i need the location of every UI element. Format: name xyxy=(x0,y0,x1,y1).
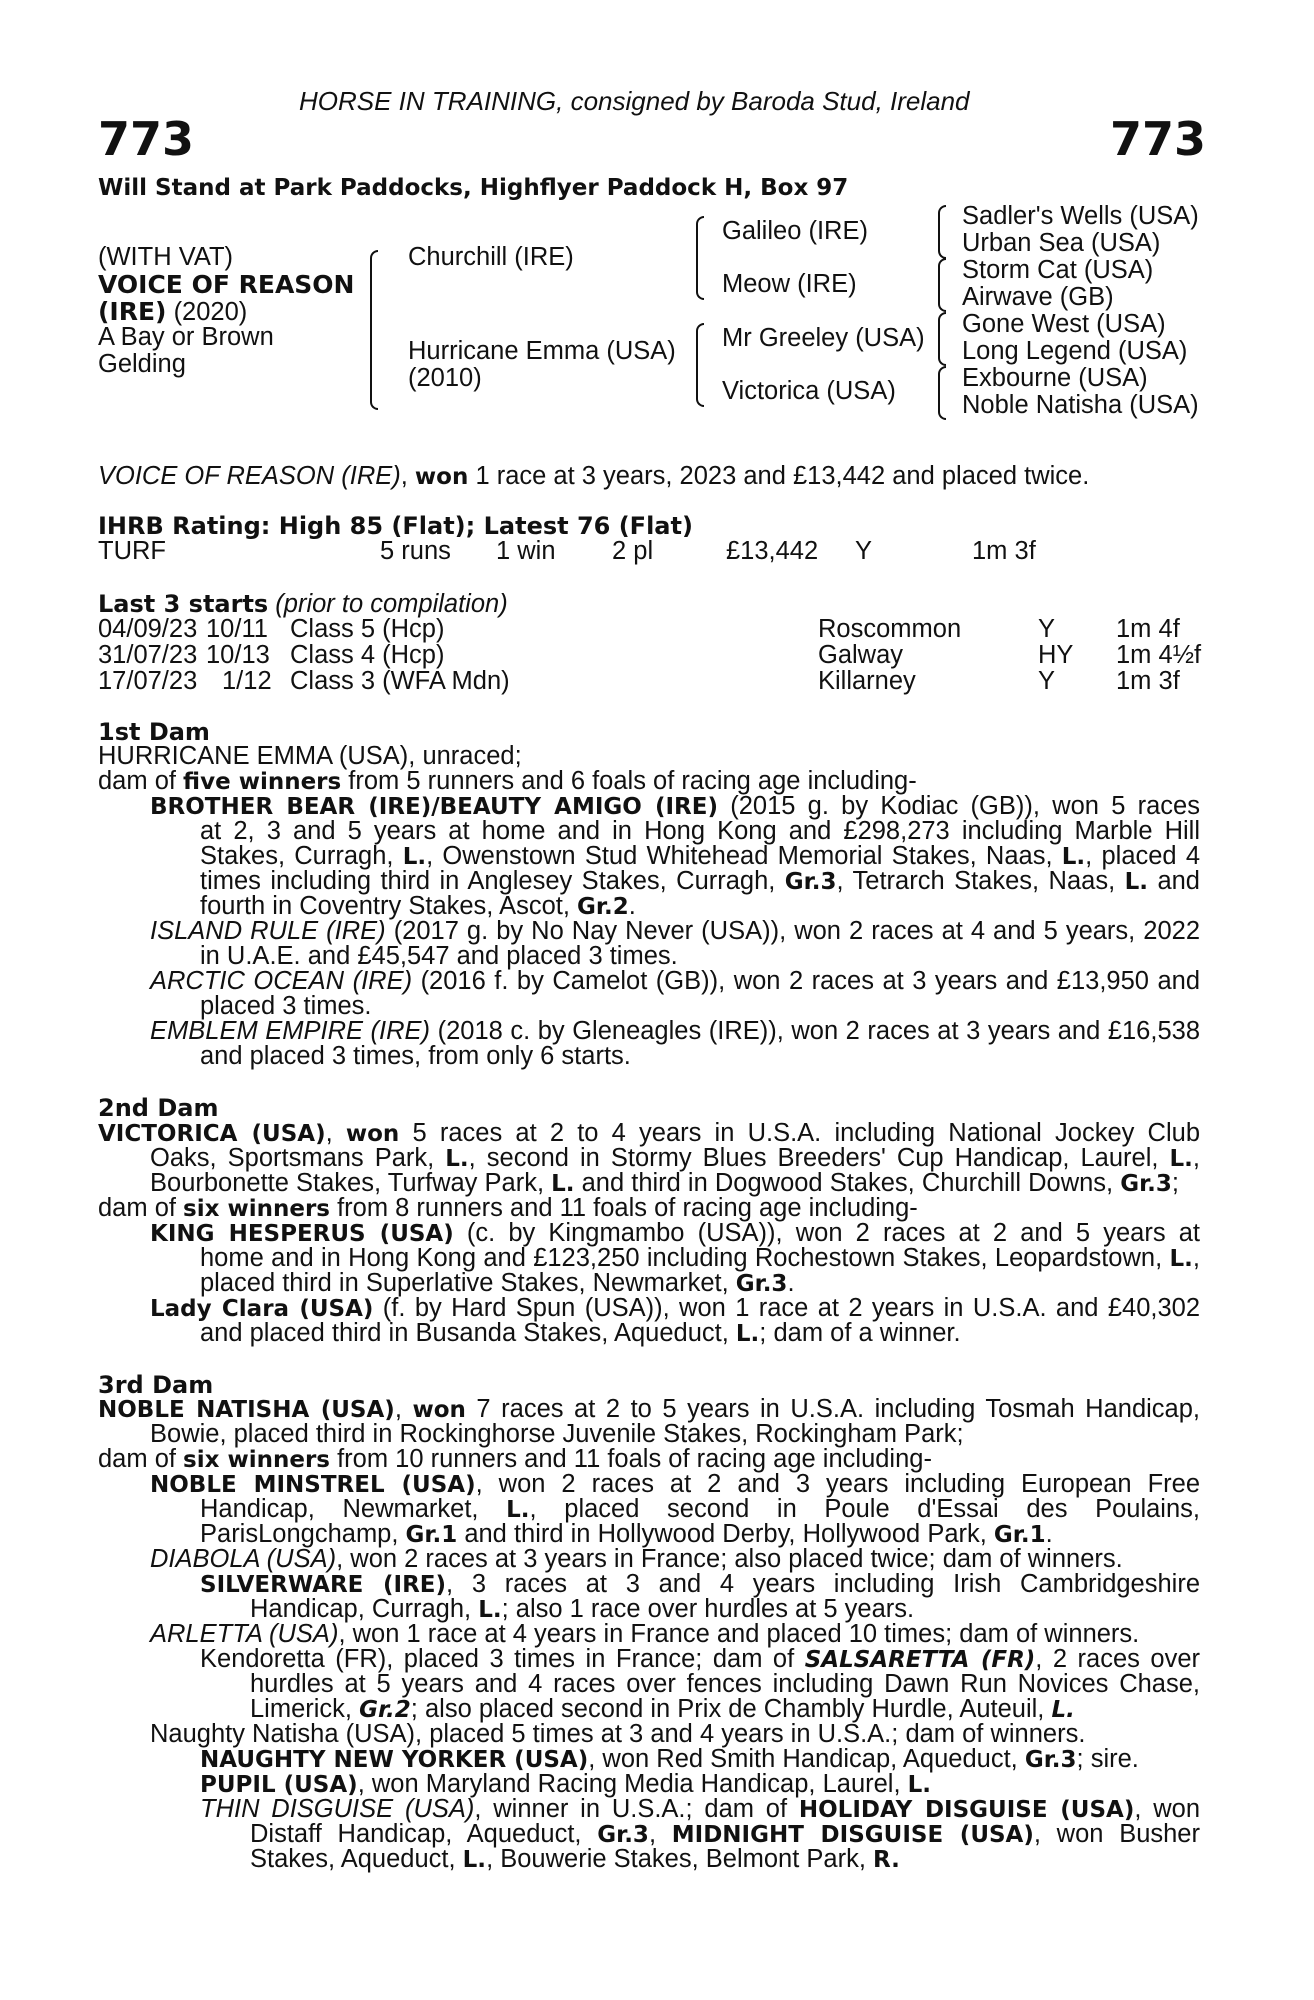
progeny-entry xyxy=(150,1546,1123,1572)
t: , Tetrarch Stakes, Naas, xyxy=(836,867,1125,895)
t: (2015 g. by Kodiac (GB)), won 5 races xyxy=(717,792,1200,820)
horse-description-2: Gelding xyxy=(98,350,186,378)
ancestor-gen4-4: Airwave (GB) xyxy=(962,283,1114,311)
horse-year: (2020) xyxy=(166,298,248,326)
start-date: 04/09/23 xyxy=(98,615,198,643)
t: L. xyxy=(402,844,427,870)
start-position: 10/13 xyxy=(206,641,270,669)
rating-placed: 2 pl xyxy=(612,537,654,565)
t: in U.A.E. and £45,547 and placed 3 times. xyxy=(200,942,678,970)
t: Handicap, Curragh, xyxy=(250,1595,479,1623)
t: Gr.2 xyxy=(359,1697,411,1723)
t: Stakes, Curragh, xyxy=(200,842,403,870)
t: times including third in Anglesey Stakes, Curragh, xyxy=(200,867,785,895)
t: , xyxy=(648,1820,672,1848)
start-course: Galway xyxy=(818,641,904,669)
t: Lady Clara (USA) xyxy=(150,1296,374,1322)
summary-won: won xyxy=(414,464,469,490)
progeny-entry-cont xyxy=(200,1521,1053,1548)
t: ISLAND RULE (IRE) xyxy=(150,917,386,945)
progeny-entry-cont xyxy=(200,1245,1200,1272)
t: and xyxy=(1148,867,1200,895)
start-class: Class 5 (Hcp) xyxy=(290,615,445,643)
t: , won 2 races at 2 and 3 years including European Free xyxy=(475,1470,1201,1498)
pedigree-brace-gone xyxy=(938,312,946,366)
t: Naughty Natisha (USA), placed 5 times at 3 and 4 years in U.S.A.; dam of winners. xyxy=(150,1720,1086,1748)
horse-suffix: (IRE) xyxy=(98,297,167,326)
dam2-heading: 2nd Dam xyxy=(98,1094,219,1122)
t: HOLIDAY DISGUISE (USA) xyxy=(798,1797,1135,1823)
t: six winners xyxy=(183,1196,330,1222)
rating-prize: £13,442 xyxy=(726,537,819,565)
ancestor-gen4-1: Sadler's Wells (USA) xyxy=(962,202,1199,230)
t: L. xyxy=(907,1772,932,1798)
t: EMBLEM EMPIRE (IRE) xyxy=(150,1017,431,1045)
horse-name-line2 xyxy=(98,297,247,326)
progeny-entry-cont xyxy=(200,1270,795,1297)
t: . xyxy=(1045,1520,1053,1548)
progeny-entry xyxy=(150,1471,1200,1498)
t: , won 1 race at 4 years in France and placed 10 times; dam of winners. xyxy=(338,1620,1140,1648)
start-going: Y xyxy=(1038,667,1056,695)
t: , won Busher xyxy=(1033,1820,1200,1848)
grandsire-paternal: Galileo (IRE) xyxy=(722,217,868,245)
t: L. xyxy=(1051,1697,1075,1723)
t: at 2, 3 and 5 years at home and in Hong Kong and £298,273 including Marble Hill xyxy=(200,817,1200,845)
grandprogeny-entry-cont xyxy=(250,1821,1200,1848)
t: and placed 3 times, from only 6 starts. xyxy=(200,1042,631,1070)
granddam-maternal: Victorica (USA) xyxy=(722,377,896,405)
grandprogeny-entry-cont xyxy=(250,1696,1075,1723)
t: fourth in Coventry Stakes, Ascot, xyxy=(200,892,578,920)
t: six winners xyxy=(183,1447,330,1473)
pedigree-brace-greeley xyxy=(696,323,704,407)
t: Bourbonette Stakes, Turfway Park, xyxy=(150,1169,552,1197)
t: Bowie, placed third in Rockinghorse Juvenile Stakes, Rockingham Park; xyxy=(150,1420,964,1448)
t: ; sire. xyxy=(1076,1745,1139,1773)
dam2-produce xyxy=(98,1195,918,1222)
t: L. xyxy=(445,1146,469,1172)
t: , 3 races at 3 and 4 years including Irish Cambridgeshire xyxy=(446,1570,1201,1598)
progeny-entry-cont xyxy=(200,943,678,969)
progeny-entry-cont xyxy=(200,1320,961,1347)
t: SILVERWARE (IRE) xyxy=(200,1572,447,1598)
dam2-line-cont xyxy=(150,1145,1200,1172)
t: ; also placed second in Prix de Chambly Hurdle, Auteuil, xyxy=(410,1695,1052,1723)
t: (2016 f. by Camelot (GB)), won 2 races at 3 years and £13,950 and xyxy=(412,967,1201,995)
t: Gr.1 xyxy=(993,1522,1046,1548)
horse-name: VOICE OF REASON xyxy=(98,270,355,299)
start-date: 17/07/23 xyxy=(98,667,198,695)
t: L. xyxy=(478,1597,502,1623)
start-distance: 1m 4½f xyxy=(1116,641,1202,669)
t: NAUGHTY NEW YORKER (USA) xyxy=(200,1747,589,1773)
t: , won 2 races at 3 years in France; also placed twice; dam of winners. xyxy=(336,1545,1123,1573)
summary-horse-name: VOICE OF REASON (IRE) xyxy=(98,462,401,490)
dam3-produce xyxy=(98,1446,932,1473)
t: L. xyxy=(1124,869,1149,895)
t: Kendoretta (FR), placed 3 times in France; dam of xyxy=(200,1645,805,1673)
dam1-line: HURRICANE EMMA (USA), unraced; xyxy=(98,742,522,770)
t: (c. by Kingmambo (USA)), won 2 races at 2 and 5 years at xyxy=(453,1219,1200,1247)
t: KING HESPERUS (USA) xyxy=(150,1221,454,1247)
t: placed 3 times. xyxy=(200,992,372,1020)
t: from 5 runners and 6 foals of racing age including- xyxy=(341,767,917,795)
t: ; xyxy=(1171,1169,1179,1197)
start-class: Class 3 (WFA Mdn) xyxy=(290,667,510,695)
t: , xyxy=(394,1395,413,1423)
pedigree-brace-sadler xyxy=(938,205,946,259)
grandprogeny-entry xyxy=(200,1746,1139,1773)
t: PUPIL (USA) xyxy=(200,1772,358,1798)
t: home and in Hong Kong and £123,250 including Rochestown Stakes, Leopardstown, xyxy=(200,1244,1170,1272)
grandsire-maternal: Mr Greeley (USA) xyxy=(722,324,925,352)
t: (f. by Hard Spun (USA)), won 1 race at 2 years in U.S.A. and £40,302 xyxy=(373,1294,1201,1322)
summary-text: 1 race at 3 years, 2023 and £13,442 and placed twice. xyxy=(468,462,1090,490)
t: and third in Hollywood Derby, Hollywood Park, xyxy=(457,1520,994,1548)
race-summary xyxy=(98,463,1089,490)
t: Gr.3 xyxy=(735,1271,788,1297)
progeny-entry-cont xyxy=(200,1043,631,1069)
sire-name: Churchill (IRE) xyxy=(408,243,574,271)
grandprogeny-entry-cont xyxy=(250,1596,914,1623)
t: (2018 c. by Gleneagles (IRE)), won 2 races at 3 years and £16,538 xyxy=(430,1017,1200,1045)
catalogue-title: HORSE IN TRAINING, consigned by Baroda Stud, Ireland xyxy=(299,86,970,116)
horse-description: A Bay or Brown xyxy=(98,323,274,351)
progeny-entry xyxy=(150,1295,1200,1322)
granddam-paternal: Meow (IRE) xyxy=(722,270,857,298)
rating-heading: IHRB Rating: High 85 (Flat); Latest 76 (Flat) xyxy=(98,512,693,540)
t: , won xyxy=(1134,1795,1201,1823)
pedigree-brace-exbourne xyxy=(938,366,946,420)
t: dam of xyxy=(98,767,184,795)
start-position: 1/12 xyxy=(222,667,272,695)
grandprogeny-entry xyxy=(200,1796,1200,1823)
progeny-entry xyxy=(150,1621,1139,1647)
t: , won Red Smith Handicap, Aqueduct, xyxy=(588,1745,1025,1773)
stable-location: Will Stand at Park Paddocks, Highflyer Paddock H, Box 97 xyxy=(98,175,849,201)
t: from 10 runners and 11 foals of racing age including- xyxy=(329,1445,932,1473)
start-going: Y xyxy=(1038,615,1056,643)
t: NOBLE MINSTREL (USA) xyxy=(150,1472,476,1498)
dam3-line-cont xyxy=(150,1421,964,1447)
vat-note: (WITH VAT) xyxy=(98,243,234,271)
t: won xyxy=(412,1397,466,1423)
t: , Bouwerie Stakes, Belmont Park, xyxy=(486,1845,873,1873)
t: 7 races at 2 to 5 years in U.S.A. including Tosmah Handicap, xyxy=(465,1395,1200,1423)
grandprogeny-entry-cont xyxy=(250,1671,1200,1697)
t: Gr.1 xyxy=(405,1522,458,1548)
dam3-line xyxy=(98,1396,1200,1423)
t: L. xyxy=(506,1497,530,1523)
start-course: Roscommon xyxy=(818,615,962,643)
last3-heading xyxy=(98,590,508,618)
t: (2017 g. by No Nay Never (USA)), won 2 races at 4 and 5 years, 2022 xyxy=(385,917,1201,945)
ancestor-gen4-3: Storm Cat (USA) xyxy=(962,256,1154,284)
t: Stakes, Aqueduct, xyxy=(250,1845,463,1873)
progeny-entry xyxy=(150,1018,1200,1044)
t: . xyxy=(628,892,636,920)
t: L. xyxy=(551,1171,575,1197)
grandprogeny-entry-cont xyxy=(250,1846,900,1873)
rating-surface: TURF xyxy=(98,537,166,565)
t: L. xyxy=(1169,1146,1193,1172)
progeny-entry-cont xyxy=(200,818,1200,844)
t: , won Maryland Racing Media Handicap, Laurel, xyxy=(357,1770,908,1798)
t: MIDNIGHT DISGUISE (USA) xyxy=(671,1822,1034,1848)
t: L. xyxy=(1169,1246,1193,1272)
dam1-produce xyxy=(98,768,917,795)
progeny-entry xyxy=(150,1220,1200,1247)
t: ; also 1 race over hurdles at 5 years. xyxy=(501,1595,915,1623)
t: dam of xyxy=(98,1445,184,1473)
dam3-heading: 3rd Dam xyxy=(98,1371,214,1399)
rating-distance: 1m 3f xyxy=(972,537,1036,565)
t: , winner in U.S.A.; dam of xyxy=(474,1795,799,1823)
rating-runs: 5 runs xyxy=(380,537,451,565)
t: VICTORICA (USA) xyxy=(98,1121,326,1147)
t: Oaks, Sportsmans Park, xyxy=(150,1144,446,1172)
t: , placed second in Poule d'Essai des Poulains, xyxy=(529,1495,1200,1523)
progeny-entry-cont xyxy=(200,1496,1200,1523)
start-going: HY xyxy=(1038,641,1074,669)
grandprogeny-entry xyxy=(200,1646,1200,1673)
t: L. xyxy=(462,1847,487,1873)
start-class: Class 4 (Hcp) xyxy=(290,641,445,669)
t: 5 races at 2 to 4 years in U.S.A. including National Jockey Club xyxy=(399,1119,1201,1147)
t: L. xyxy=(735,1321,760,1347)
rating-wins: 1 win xyxy=(496,537,556,565)
t: and third in Dogwood Stakes, Churchill Downs, xyxy=(574,1169,1121,1197)
progeny-entry-cont xyxy=(200,843,1200,870)
progeny-entry xyxy=(150,793,1200,820)
pedigree-brace-galileo xyxy=(696,216,704,300)
t: won xyxy=(345,1121,400,1147)
t: Distaff Handicap, Aqueduct, xyxy=(250,1820,598,1848)
t: BROTHER BEAR (IRE)/BEAUTY AMIGO (IRE) xyxy=(150,794,718,820)
start-position: 10/11 xyxy=(206,615,268,643)
pedigree-brace-gen1 xyxy=(370,250,378,410)
progeny-entry xyxy=(150,918,1200,944)
start-distance: 1m 4f xyxy=(1116,615,1180,643)
t: NOBLE NATISHA (USA) xyxy=(98,1397,395,1423)
ancestor-gen4-5: Gone West (USA) xyxy=(962,310,1166,338)
progeny-entry xyxy=(150,968,1200,994)
t: L. xyxy=(1061,844,1086,870)
ancestor-gen4-7: Exbourne (USA) xyxy=(962,364,1148,392)
t: ARCTIC OCEAN (IRE) xyxy=(150,967,413,995)
t: from 8 runners and 11 foals of racing age including- xyxy=(329,1194,918,1222)
t: hurdles at 5 years and 4 races over fences including Dawn Run Novices Chase, xyxy=(250,1670,1200,1698)
last3-title: Last 3 starts xyxy=(98,590,269,618)
t: SALSARETTA (FR) xyxy=(804,1647,1036,1673)
dam-name: Hurricane Emma (USA) xyxy=(408,337,676,365)
dam2-line xyxy=(98,1120,1200,1147)
progeny-entry xyxy=(150,1721,1085,1747)
ancestor-gen4-2: Urban Sea (USA) xyxy=(962,229,1161,257)
t: , Owenstown Stud Whitehead Memorial Stakes, Naas, xyxy=(426,842,1062,870)
t: DIABOLA (USA) xyxy=(150,1545,337,1573)
t: ; dam of a winner. xyxy=(759,1319,961,1347)
t: . xyxy=(787,1269,795,1297)
start-course: Killarney xyxy=(818,667,916,695)
progeny-entry-cont xyxy=(200,993,372,1019)
t: , xyxy=(325,1119,346,1147)
ancestor-gen4-8: Noble Natisha (USA) xyxy=(962,391,1199,419)
t: Gr.3 xyxy=(1120,1171,1172,1197)
t: , xyxy=(1192,1144,1200,1172)
t: Gr.3 xyxy=(1024,1747,1077,1773)
t: and placed third in Busanda Stakes, Aqueduct, xyxy=(200,1319,736,1347)
t: ParisLongchamp, xyxy=(200,1520,406,1548)
grandprogeny-entry xyxy=(200,1771,931,1798)
t: , xyxy=(1192,1244,1200,1272)
t: five winners xyxy=(183,769,342,795)
t: , 2 races over xyxy=(1035,1645,1201,1673)
t: dam of xyxy=(98,1194,184,1222)
rating-going: Y xyxy=(855,537,873,565)
start-date: 31/07/23 xyxy=(98,641,198,669)
t: Gr.3 xyxy=(784,869,837,895)
summary-comma: , xyxy=(400,462,415,490)
t: Gr.3 xyxy=(597,1822,649,1848)
lot-number-left: 773 xyxy=(98,112,195,166)
t: placed third in Superlative Stakes, Newmarket, xyxy=(200,1269,736,1297)
t: Handicap, Newmarket, xyxy=(200,1495,507,1523)
t: THIN DISGUISE (USA) xyxy=(200,1795,475,1823)
t: R. xyxy=(872,1847,900,1873)
dam2-line-cont xyxy=(150,1170,1179,1197)
dam-year: (2010) xyxy=(408,364,482,392)
t: ARLETTA (USA) xyxy=(150,1620,339,1648)
pedigree-brace-storm xyxy=(938,258,946,312)
t: , placed 4 xyxy=(1085,842,1201,870)
lot-number-right: 773 xyxy=(1110,112,1207,166)
ancestor-gen4-6: Long Legend (USA) xyxy=(962,337,1188,365)
last3-note: (prior to compilation) xyxy=(268,590,508,618)
t: , second in Stormy Blues Breeders' Cup Handicap, Laurel, xyxy=(468,1144,1170,1172)
dam1-heading: 1st Dam xyxy=(98,718,210,746)
t: Gr.2 xyxy=(577,894,629,920)
grandprogeny-entry xyxy=(200,1571,1200,1598)
progeny-entry-cont xyxy=(200,868,1200,895)
progeny-entry-cont xyxy=(200,893,636,920)
t: Limerick, xyxy=(250,1695,360,1723)
start-distance: 1m 3f xyxy=(1116,667,1180,695)
